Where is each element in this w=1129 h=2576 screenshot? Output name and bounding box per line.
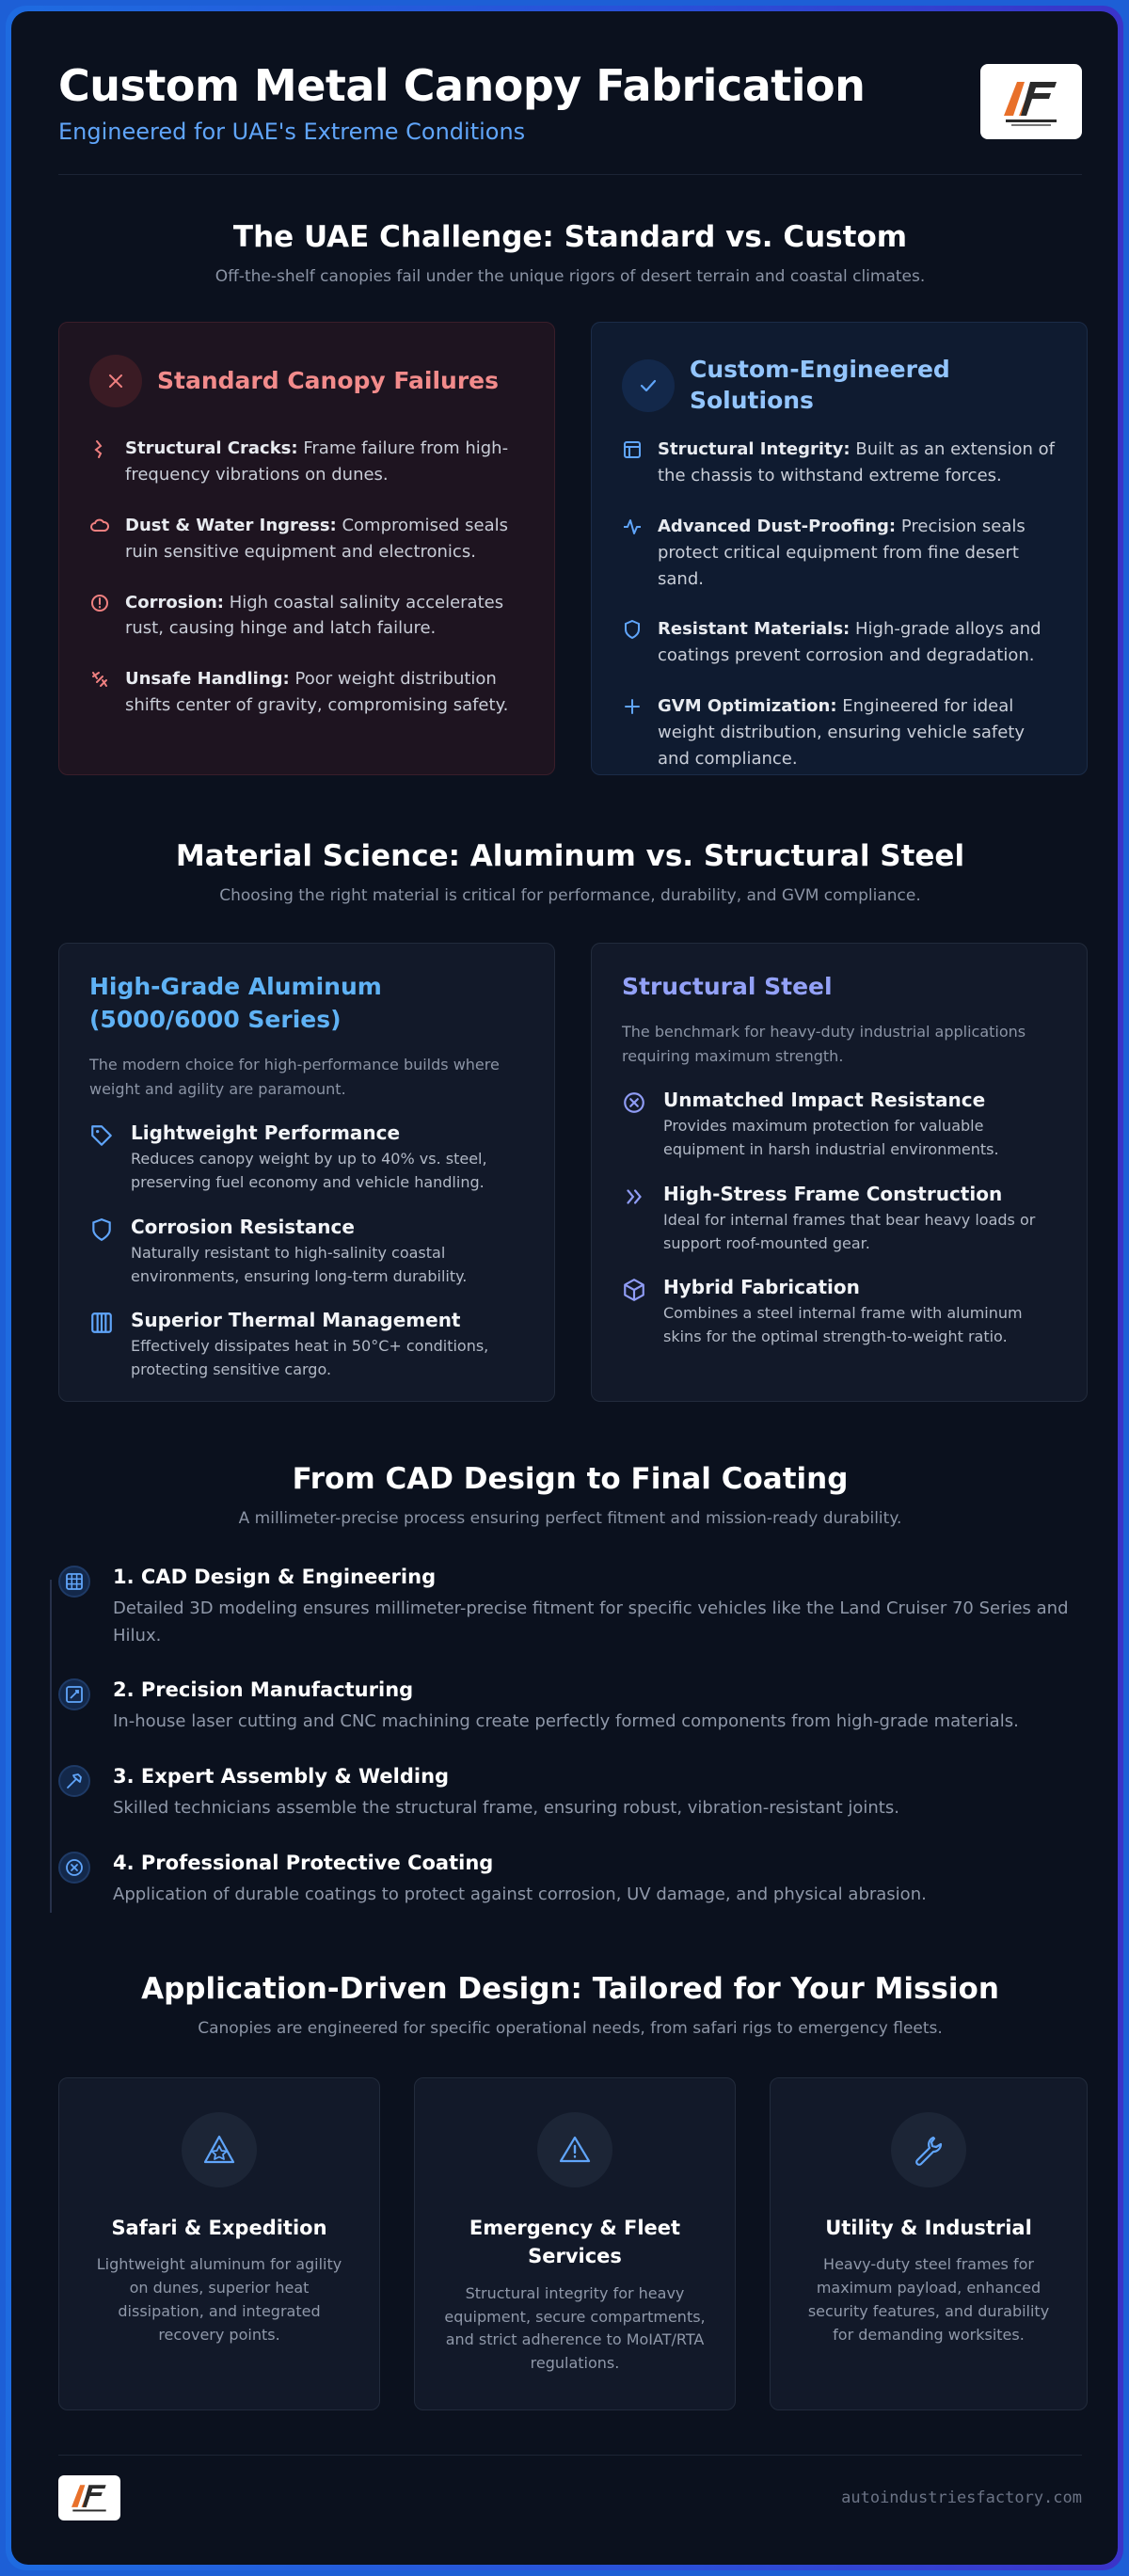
plus-icon: [622, 696, 643, 717]
challenge-section: [58, 220, 1082, 286]
page-frame: [6, 6, 1123, 2570]
application-card: Emergency & Fleet Services Structural integrity for heavy equipment, secure compartments, and strict adherence to MoIAT/RTA regulations.: [414, 2077, 736, 2410]
list-item: Resistant Materials: High-grade alloys and coatings prevent corrosion and degradation.: [622, 616, 1057, 669]
list-item: Lightweight Performance Reduces canopy weight by up to 40% vs. steel, preserving fuel economy and vehicle handling.: [89, 1121, 524, 1195]
standard-failures-title: Standard Canopy Failures: [157, 366, 499, 394]
tag-icon: [89, 1123, 114, 1148]
shield-icon: [89, 1217, 114, 1242]
materials-section: [58, 839, 1082, 905]
list-item: Superior Thermal Management Effectively dissipates heat in 50°C+ conditions, protecting sensitive cargo.: [89, 1309, 524, 1382]
applications-title: Application-Driven Design: Tailored for Your Mission: [141, 1972, 999, 2006]
steel-title: Structural Steel: [622, 973, 833, 1000]
materials-title: Material Science: Aluminum vs. Structural Steel: [175, 839, 965, 873]
merge-icon: [622, 1185, 646, 1209]
shield-icon: [622, 619, 643, 640]
hammer-icon: [58, 1765, 90, 1797]
list-item: Dust & Water Ingress: Compromised seals ruin sensitive equipment and electronics.: [89, 513, 524, 565]
applications-section: [58, 1972, 1082, 2038]
close-circle-icon: [58, 1852, 90, 1884]
process-steps: [58, 1566, 1082, 1923]
list-item: Corrosion: High coastal salinity accelerates rust, causing hinge and latch failure.: [89, 590, 524, 643]
edit-icon: [58, 1678, 90, 1710]
applications-subtitle: Canopies are engineered for specific operational needs, from safari rigs to emergency fleets.: [198, 2019, 943, 2038]
activity-icon: [622, 517, 643, 537]
header: [58, 53, 1082, 175]
list-item: Corrosion Resistance Naturally resistant to high-salinity coastal environments, ensuring long-term durability.: [89, 1216, 524, 1289]
list-item: Structural Cracks: Frame failure from high-frequency vibrations on dunes.: [89, 436, 524, 488]
page-subtitle: Engineered for UAE's Extreme Conditions: [58, 119, 526, 145]
close-icon: [89, 355, 142, 407]
page-canvas: [11, 11, 1118, 2565]
af-logo-icon: [68, 2480, 111, 2516]
check-icon: [622, 359, 675, 412]
custom-solutions-card: [591, 322, 1088, 775]
steel-card: [591, 943, 1088, 1402]
cloud-icon: [89, 516, 110, 536]
list-item: Unsafe Handling: Poor weight distribution shifts center of gravity, compromising safety.: [89, 666, 524, 719]
challenge-title: The UAE Challenge: Standard vs. Custom: [232, 220, 908, 254]
aluminum-desc: The modern choice for high-performance builds where weight and agility are paramount.: [89, 1056, 500, 1098]
brand-logo[interactable]: [980, 64, 1082, 139]
process-subtitle: A millimeter-precise process ensuring perfect fitment and mission-ready durability.: [238, 1509, 902, 1528]
radiator-icon: [89, 1311, 114, 1335]
crack-icon: [89, 438, 110, 459]
challenge-subtitle: Off-the-shelf canopies fail under the unique rigors of desert terrain and coastal climates.: [215, 267, 926, 286]
list-item: GVM Optimization: Engineered for ideal weight distribution, ensuring vehicle safety and compliance.: [622, 693, 1057, 772]
standard-failures-card: [58, 322, 555, 775]
aluminum-title: High-Grade Aluminum (5000/6000 Series): [89, 973, 382, 1033]
page-title: Custom Metal Canopy Fabrication: [58, 60, 866, 111]
list-item: Hybrid Fabrication Combines a steel internal frame with aluminum skins for the optimal strength-to-weight ratio.: [622, 1276, 1057, 1349]
warning-icon: [537, 2112, 612, 2187]
aluminum-card: [58, 943, 555, 1402]
process-step: 4. Professional Protective Coating Application of durable coatings to protect against corrosion, UV damage, and physical abrasion.: [58, 1852, 1082, 1909]
list-item: Advanced Dust-Proofing: Precision seals protect critical equipment from fine desert sand.: [622, 514, 1057, 593]
list-item: Structural Integrity: Built as an extension of the chassis to withstand extreme forces.: [622, 437, 1057, 489]
timeline-line: [50, 1580, 52, 1913]
process-title: From CAD Design to Final Coating: [292, 1462, 849, 1496]
application-card: Utility & Industrial Heavy-duty steel frames for maximum payload, enhanced security features, and durability for demanding worksites.: [770, 2077, 1088, 2410]
alert-circle-icon: [89, 593, 110, 613]
af-logo-icon: [998, 74, 1064, 129]
materials-subtitle: Choosing the right material is critical for performance, durability, and GVM compliance.: [219, 886, 921, 905]
process-step: 2. Precision Manufacturing In-house laser cutting and CNC machining create perfectly formed components from high-grade materials.: [58, 1678, 1082, 1736]
process-section: [58, 1462, 1082, 1528]
steel-desc: The benchmark for heavy-duty industrial applications requiring maximum strength.: [622, 1023, 1026, 1065]
footer-logo[interactable]: [58, 2475, 120, 2520]
layout-icon: [622, 439, 643, 460]
footer: [58, 2455, 1082, 2539]
application-card: Safari & Expedition Lightweight aluminum for agility on dunes, superior heat dissipation, and integrated recovery points.: [58, 2077, 380, 2410]
list-item: High-Stress Frame Construction Ideal for internal frames that bear heavy loads or support roof-mounted gear.: [622, 1183, 1057, 1256]
cube-icon: [622, 1278, 646, 1302]
list-item: Unmatched Impact Resistance Provides maximum protection for valuable equipment in harsh industrial environments.: [622, 1089, 1057, 1162]
tent-icon: [182, 2112, 257, 2187]
unbalanced-icon: [89, 669, 110, 690]
process-step: 3. Expert Assembly & Welding Skilled technicians assemble the structural frame, ensuring robust, vibration-resistant joints.: [58, 1765, 1082, 1822]
custom-solutions-title: Custom-Engineered Solutions: [690, 356, 950, 414]
process-step: 1. CAD Design & Engineering Detailed 3D modeling ensures millimeter-precise fitment for specific vehicles like the Land Cruiser 70 Series and Hilux.: [58, 1566, 1082, 1650]
close-circle-icon: [622, 1090, 646, 1115]
wrench-icon: [891, 2112, 966, 2187]
grid-icon: [58, 1566, 90, 1598]
footer-url[interactable]: autoindustriesfactory.com: [841, 2488, 1082, 2507]
